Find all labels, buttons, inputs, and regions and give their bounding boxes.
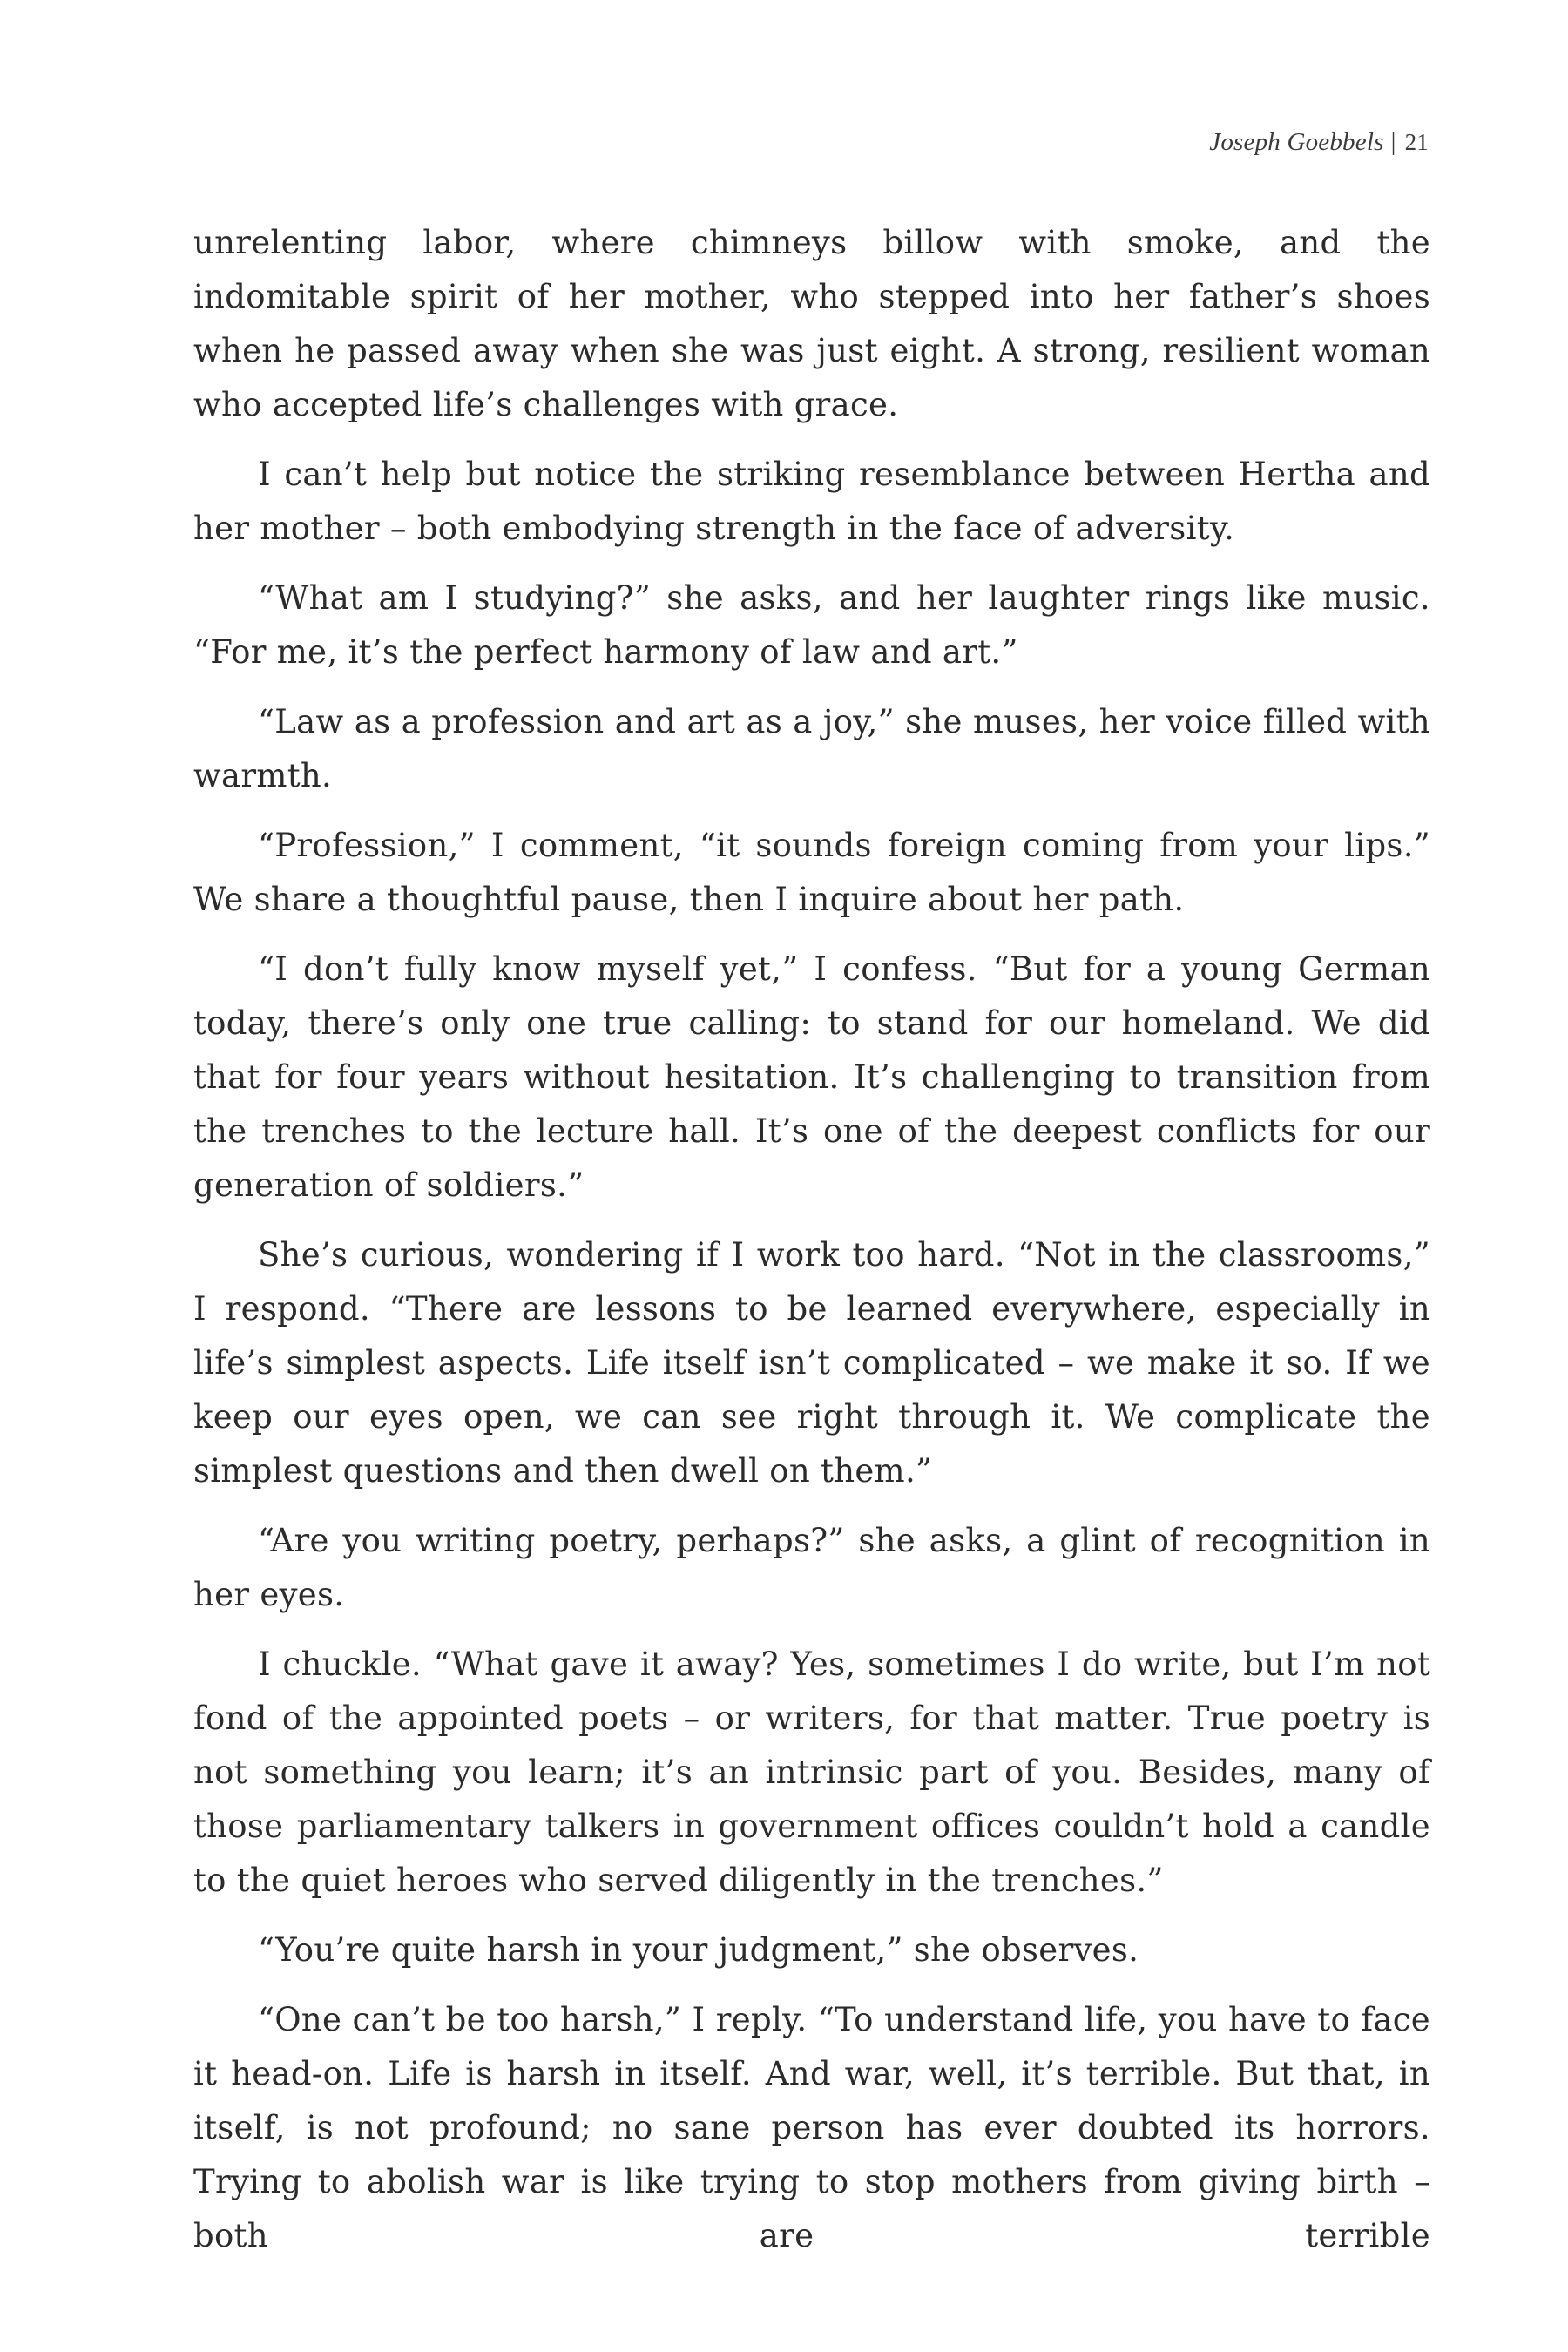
paragraph-6: “I don’t fully know myself yet,” I confess. “But for a young German today, there’s only one true calling: to stand for our homeland. We did that for four years without hesitation. It’s challenging to transition from the trenches to the lecture hall. It’s one of the deepest conflicts for our generation of soldiers.” (193, 950, 1430, 1204)
paragraph-4: “Law as a profession and art as a joy,” she muses, her voice filled with warmth. (193, 703, 1430, 794)
paragraph-1: unrelenting labor, where chimneys billow with smoke, and the indomitable spirit of her mother, who stepped into her father’s shoes when he passed away when she was just eight. A strong, resilient woman who accepted life’s challenges with grace. (193, 224, 1430, 423)
running-header-separator: | (1390, 128, 1396, 156)
page-number: 21 (1404, 129, 1429, 155)
running-header-author: Joseph Goebbels (1209, 128, 1384, 156)
paragraph-10: “You’re quite harsh in your judgment,” she observes. (258, 1931, 1139, 1969)
paragraph-7: She’s curious, wondering if I work too hard. “Not in the classrooms,” I respond. “There are lessons to be learned everywhere, especially in life’s simplest aspects. Life itself isn’t complicated – we make it so. If we keep our eyes open, we can see right through it. We complicate the simplest questions and then dwell on them.” (193, 1236, 1430, 1490)
paragraph-8: “Are you writing poetry, perhaps?” she asks, a glint of recognition in her eyes. (193, 1522, 1430, 1613)
paragraph-2: I can’t help but notice the striking resemblance between Hertha and her mother – both embodying strength in the face of adversity. (193, 456, 1430, 547)
paragraph-11: “One can’t be too harsh,” I reply. “To understand life, you have to face it head-on. Life is harsh in itself. And war, well, it’s terrible. But that, in itself, is not profound; no sane person has ever doubted its horrors. Trying to abolish war is like trying to stop mothers from giving birth – both are terrible (193, 2001, 1430, 2254)
running-header (1209, 128, 1429, 157)
paragraph-5: “Profession,” I comment, “it sounds foreign coming from your lips.” We share a thoughtful pause, then I inquire about her path. (193, 827, 1430, 918)
body-text (193, 216, 1430, 2279)
paragraph-9: I chuckle. “What gave it away? Yes, sometimes I do write, but I’m not fond of the appointed poets – or writers, for that matter. True poetry is not something you learn; it’s an intrinsic part of you. Besides, many of those parliamentary talkers in government offices couldn’t hold a candle to the quiet heroes who served diligently in the trenches.” (193, 1646, 1430, 1899)
paragraph-3: “What am I studying?” she asks, and her laughter rings like music. “For me, it’s the perfect harmony of law and art.” (193, 579, 1430, 671)
